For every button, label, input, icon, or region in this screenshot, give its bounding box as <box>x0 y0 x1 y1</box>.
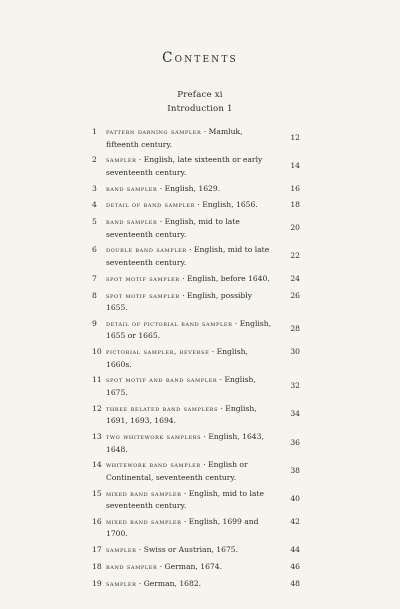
entry-text <box>92 273 300 286</box>
contents-list <box>92 126 300 595</box>
entry-page-number: 16 <box>290 183 300 193</box>
entry-page-number: 44 <box>290 545 300 555</box>
entry-text <box>92 216 300 240</box>
entry-number: 8 <box>92 290 97 300</box>
entry-heading: sampler <box>106 156 137 165</box>
contents-entry <box>92 403 300 427</box>
entry-number: 15 <box>92 488 102 498</box>
entry-description: · English, 1675. <box>106 375 256 397</box>
entry-description: · Swiss or Austrian, 1675. <box>138 545 239 555</box>
page-title: Contents <box>162 50 238 66</box>
entry-page-number: 48 <box>290 578 300 588</box>
contents-entry <box>92 216 300 240</box>
entry-description: · English, 1655 or 1665. <box>106 318 272 341</box>
contents-entry <box>92 318 300 342</box>
entry-description: · Mamluk, fifteenth century. <box>106 127 243 149</box>
entry-text <box>92 290 300 314</box>
entry-page-number: 36 <box>290 437 300 447</box>
entry-text <box>92 578 300 591</box>
entry-description: · English, 1643, 1648. <box>106 432 264 454</box>
contents-entry <box>92 154 300 178</box>
entry-page-number: 18 <box>290 200 300 210</box>
entry-description: · German, 1682. <box>138 578 202 588</box>
entry-heading: mixed band sampler <box>106 517 182 526</box>
entry-text <box>92 431 300 455</box>
entry-number: 18 <box>92 562 102 572</box>
entry-description: · English, 1660s. <box>106 347 248 369</box>
entry-number: 10 <box>92 347 102 357</box>
entry-description: · English, before 1640. <box>182 273 270 283</box>
entry-text <box>92 516 300 540</box>
entry-page-number: 24 <box>290 273 300 283</box>
entry-number: 2 <box>92 155 97 165</box>
entry-number: 11 <box>92 375 102 385</box>
entry-text <box>92 403 300 427</box>
entry-description: · English or Continental, seventeenth century. <box>106 460 248 482</box>
entry-text <box>92 488 300 512</box>
entry-heading: pattern darning sampler <box>106 128 202 136</box>
entry-heading: sampler <box>106 579 137 588</box>
entry-text <box>92 346 300 370</box>
entry-description: · English, mid to late seventeenth century. <box>106 245 270 267</box>
entry-page-number: 22 <box>290 250 300 260</box>
contents-entry <box>92 374 300 398</box>
entry-heading: detail of pictorial band sampler <box>106 319 233 328</box>
contents-entry <box>92 244 300 268</box>
entry-description: · English, 1699 and 1700. <box>106 516 259 539</box>
entry-number: 14 <box>92 460 102 470</box>
entry-heading: spot motif sampler <box>106 291 180 300</box>
entry-page-number: 38 <box>290 465 300 475</box>
entry-text <box>92 199 300 212</box>
entry-description: · English, 1656. <box>197 200 258 210</box>
entry-number: 7 <box>92 273 97 283</box>
entry-text <box>92 544 300 557</box>
entry-page-number: 34 <box>290 409 300 419</box>
entry-description: · English, 1629. <box>159 183 221 193</box>
entry-text <box>92 154 300 178</box>
entry-description: · English, possibly 1655. <box>106 290 252 313</box>
contents-entry <box>92 578 300 591</box>
entry-heading: double band sampler <box>106 246 187 255</box>
entry-text <box>92 244 300 268</box>
contents-entry <box>92 544 300 557</box>
entry-number: 6 <box>92 245 97 255</box>
entry-heading: band sampler <box>106 184 158 193</box>
entry-page-number: 28 <box>290 324 300 334</box>
contents-entry <box>92 199 300 212</box>
entry-page-number: 26 <box>290 290 300 300</box>
preface-entry: Preface xi <box>177 90 223 100</box>
contents-entry <box>92 488 300 512</box>
entry-description: · German, 1674. <box>159 562 222 572</box>
entry-heading: pictorial sampler, reverse <box>106 348 210 357</box>
entry-text <box>92 459 300 483</box>
entry-number: 9 <box>92 318 97 328</box>
entry-description: · English, 1691, 1693, 1694. <box>106 403 257 426</box>
introduction-entry: Introduction 1 <box>167 104 233 114</box>
entry-text <box>92 126 300 150</box>
entry-number: 1 <box>92 127 97 136</box>
contents-entry <box>92 183 300 196</box>
entry-page-number: 46 <box>290 562 300 572</box>
contents-entry <box>92 431 300 455</box>
entry-heading: spot motif and band sampler <box>106 376 218 385</box>
entry-heading: two whitework samplers <box>106 433 202 442</box>
entry-heading: mixed band sampler <box>106 489 182 498</box>
contents-entry <box>92 290 300 314</box>
entry-page-number: 12 <box>290 132 300 142</box>
entry-page-number: 42 <box>290 516 300 526</box>
entry-text <box>92 318 300 342</box>
entry-heading: three related band samplers <box>106 404 219 413</box>
entry-description: · English, late sixteenth or early seventeenth century. <box>106 155 263 177</box>
entry-number: 12 <box>92 403 102 413</box>
entry-number: 16 <box>92 516 102 526</box>
entry-page-number: 14 <box>290 160 300 170</box>
contents-entry <box>92 126 300 150</box>
entry-heading: whitework band sampler <box>106 461 201 470</box>
entry-page-number: 30 <box>290 347 300 357</box>
entry-number: 17 <box>92 545 102 555</box>
entry-heading: sampler <box>106 546 137 555</box>
entry-text <box>92 561 300 574</box>
entry-text <box>92 183 300 196</box>
entry-number: 3 <box>92 183 97 193</box>
entry-number: 4 <box>92 200 97 210</box>
entry-page-number: 40 <box>290 494 300 504</box>
entry-page-number: 32 <box>290 380 300 390</box>
contents-entry <box>92 561 300 574</box>
entry-heading: spot motif sampler <box>106 274 180 283</box>
contents-entry <box>92 459 300 483</box>
entry-number: 5 <box>92 217 97 227</box>
entry-heading: band sampler <box>106 563 158 572</box>
entry-text <box>92 374 300 398</box>
entry-number: 19 <box>92 578 102 588</box>
contents-entry <box>92 273 300 286</box>
entry-description: · English, mid to late seventeenth century. <box>106 488 264 511</box>
entry-heading: band sampler <box>106 218 158 227</box>
contents-entry <box>92 516 300 540</box>
entry-description: · English, mid to late seventeenth century. <box>106 217 240 239</box>
entry-heading: detail of band sampler <box>106 201 195 210</box>
entry-number: 13 <box>92 432 102 442</box>
entry-page-number: 20 <box>290 222 300 232</box>
contents-entry <box>92 346 300 370</box>
